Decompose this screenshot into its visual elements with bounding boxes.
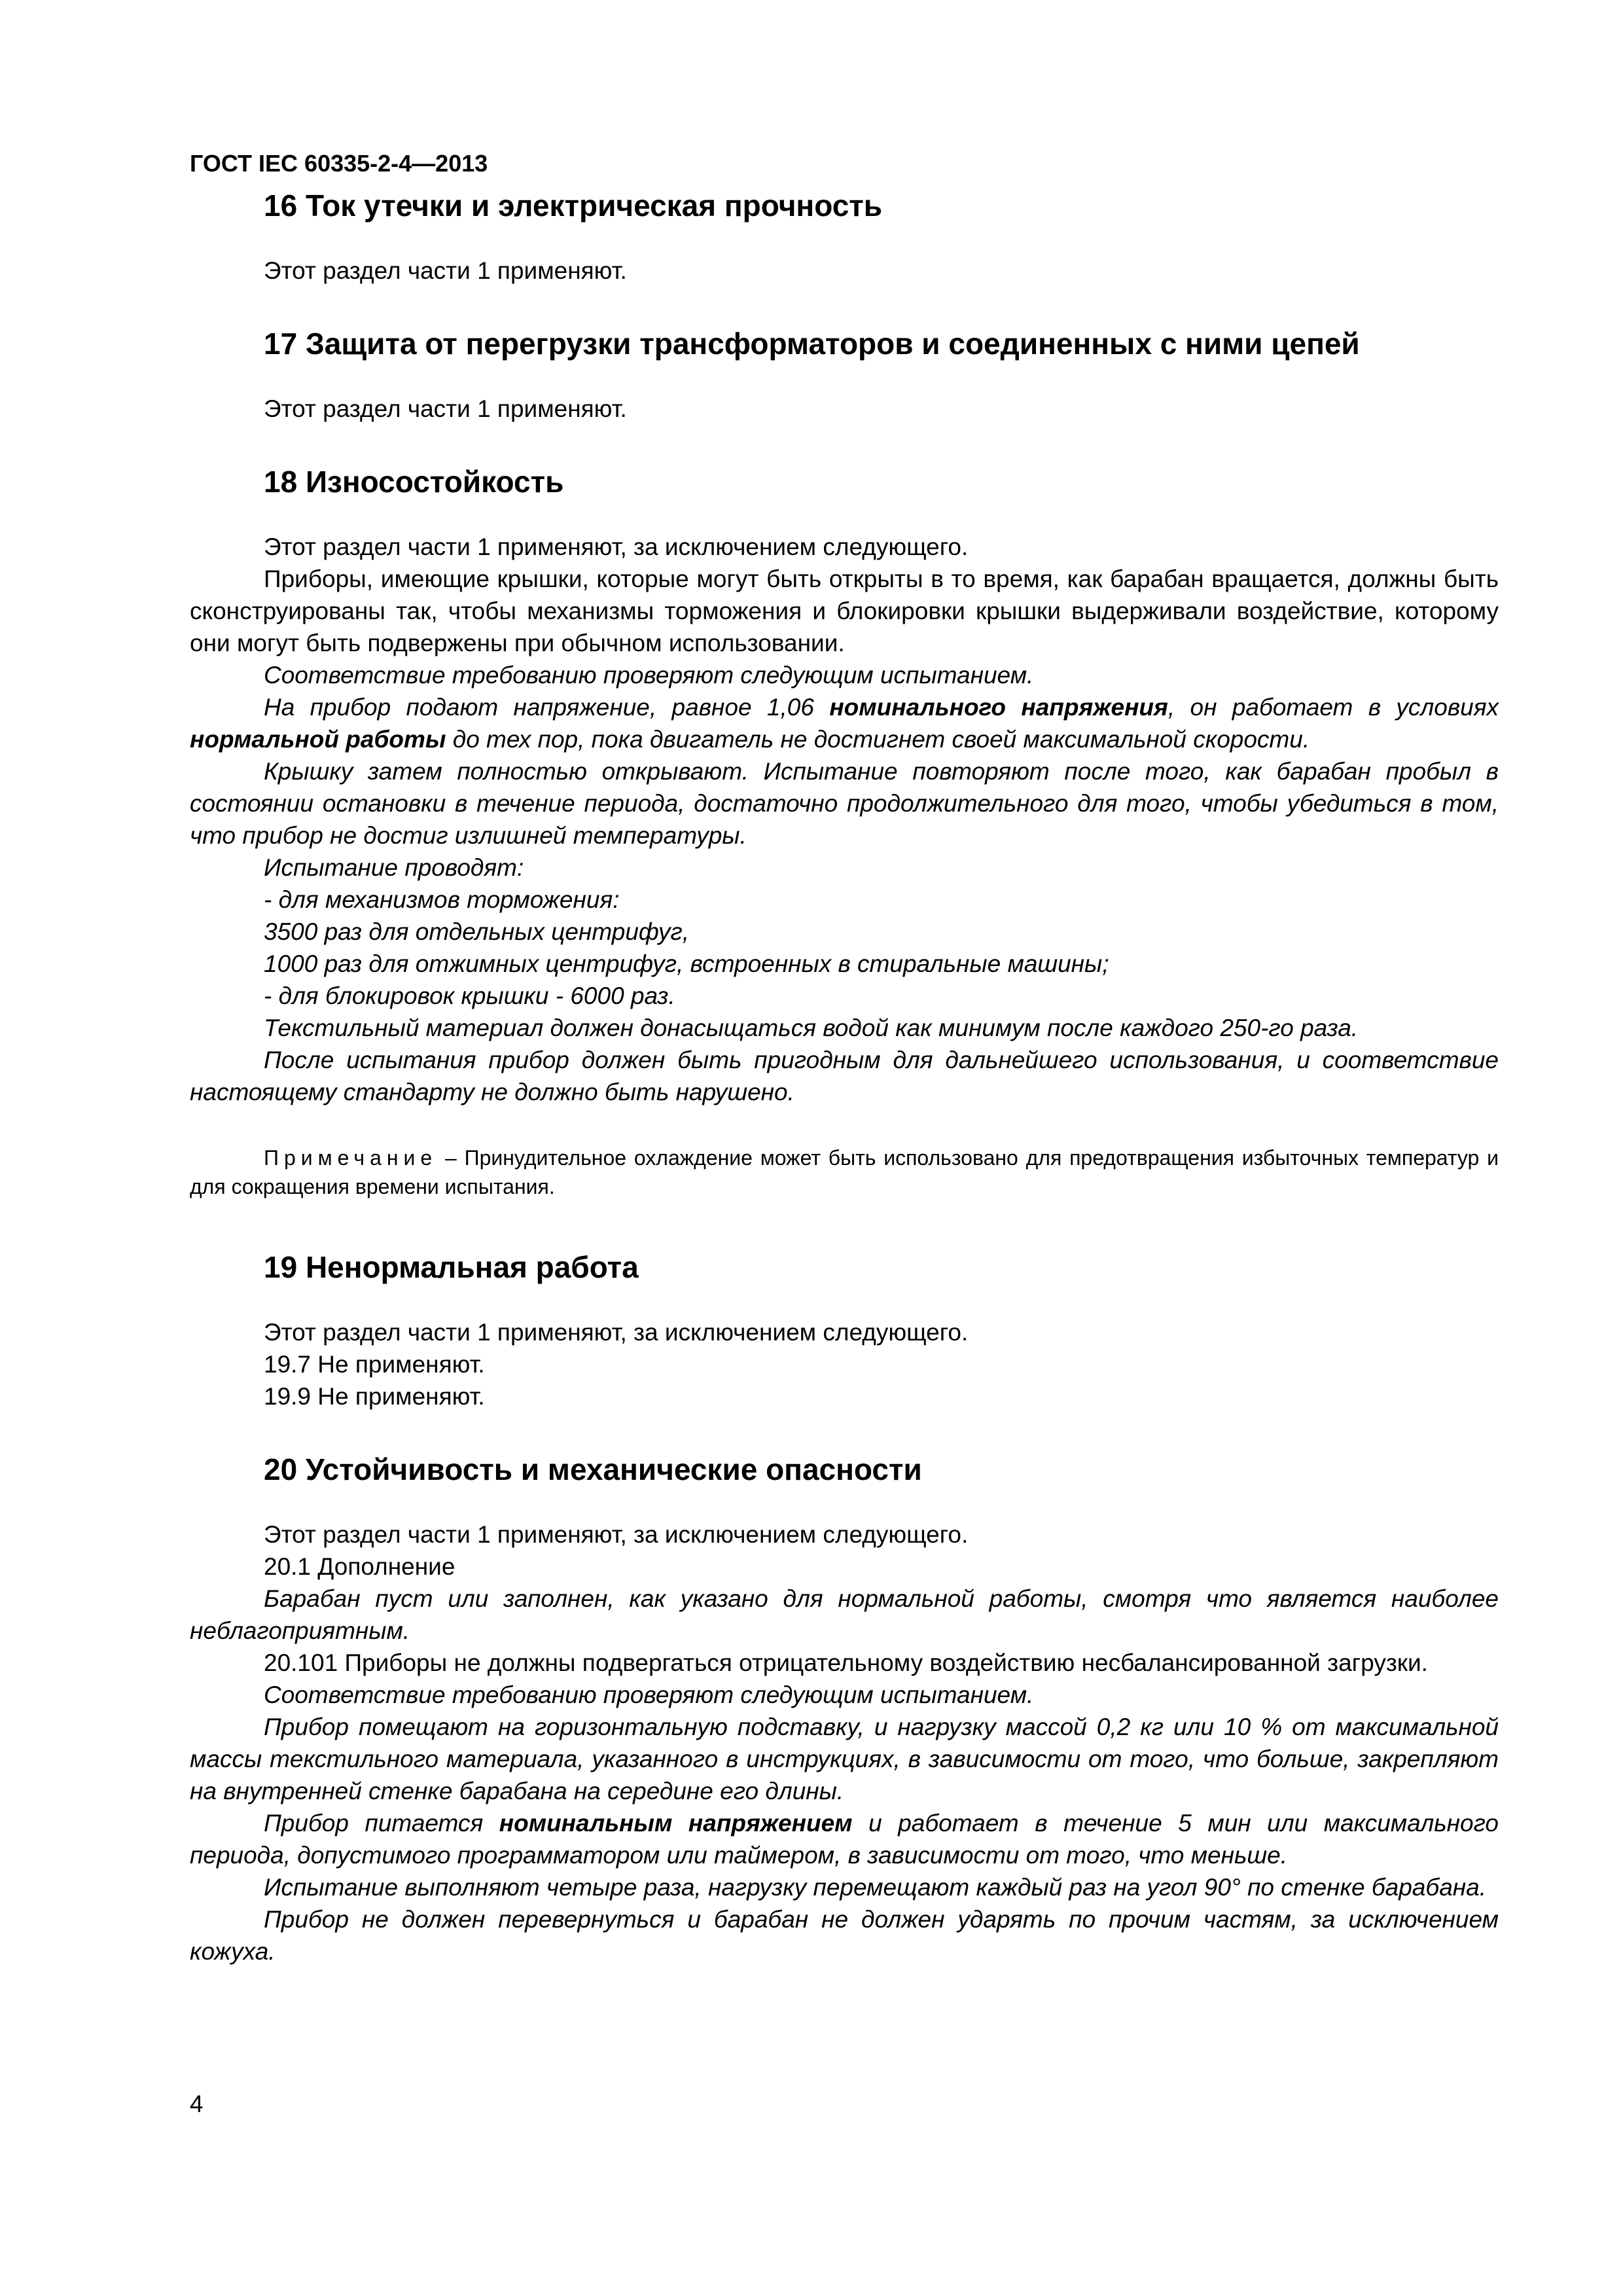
section-19-paragraph-1: Этот раздел части 1 применяют, за исключением следующего. xyxy=(264,1319,969,1346)
document-header: ГОСТ IEC 60335-2-4—2013 xyxy=(190,150,488,177)
section-17-paragraph: Этот раздел части 1 применяют. xyxy=(264,395,627,422)
section-18-paragraph-1: Этот раздел части 1 применяют, за исключением следующего. xyxy=(264,533,969,560)
section-20-supply-paragraph: Прибор питается номинальным напряжением и работает в течение 5 мин или максимального периода, допустимого программатором или таймером, в зависимости от того, что меньше. xyxy=(190,1810,1499,1869)
section-18-lid-paragraph: Крышку затем полностью открывают. Испытание повторяют после того, как барабан пробыл в состоянии остановки в течение периода, достаточно продолжительного для того, чтобы убедиться в том, что прибор не достиг излишней температуры. xyxy=(190,758,1499,849)
section-17-title: 17 Защита от перегрузки трансформаторов и соединенных с ними цепей xyxy=(264,327,1360,361)
section-18-list-item: 1000 раз для отжимных центрифуг, встроенных в стиральные машины; xyxy=(264,950,1109,977)
section-20-drum-paragraph: Барабан пуст или заполнен, как указано для нормальной работы, смотря что является наиболее неблагоприятным. xyxy=(190,1585,1499,1644)
defined-term-rated-voltage: номинальным напряжением xyxy=(499,1810,853,1837)
section-18-test-conducted: Испытание проводят: xyxy=(264,854,524,881)
note-label: Примечание xyxy=(264,1146,438,1170)
section-20-101-paragraph: 20.101 Приборы не должны подвергаться отрицательному воздействию несбалансированной загрузки. xyxy=(264,1649,1428,1676)
section-16-title: 16 Ток утечки и электрическая прочность xyxy=(264,188,883,223)
section-19-paragraph-3: 19.9 Не применяют. xyxy=(264,1383,485,1410)
section-18-title: 18 Износостойкость xyxy=(264,465,564,499)
section-18-list-item: 3500 раз для отдельных центрифуг, xyxy=(264,918,690,945)
section-18-after-test-paragraph: После испытания прибор должен быть пригодным для дальнейшего использования, и соответствие настоящему стандарту не должно быть нарушено. xyxy=(190,1047,1499,1105)
section-18-list-item: - для механизмов торможения: xyxy=(264,886,620,913)
section-20-title: 20 Устойчивость и механические опасности xyxy=(264,1452,922,1486)
defined-term-normal-operation: нормальной работы xyxy=(190,726,446,753)
section-20-compliance-statement: Соответствие требованию проверяют следующим испытанием. xyxy=(264,1681,1034,1708)
section-16-paragraph: Этот раздел части 1 применяют. xyxy=(264,257,627,284)
section-20-paragraph-1: Этот раздел части 1 применяют, за исключением следующего. xyxy=(264,1521,969,1548)
section-20-result-paragraph: Прибор не должен перевернуться и барабан не должен ударять по прочим частям, за исключением кожуха. xyxy=(190,1906,1499,1965)
page-number: 4 xyxy=(190,2090,204,2117)
section-18-note: Примечание – Принудительное охлаждение может быть использовано для предотвращения избыточных температур и для сокращения времени испытания. xyxy=(190,1146,1499,1198)
section-20-load-paragraph: Прибор помещают на горизонтальную подставку, и нагрузку массой 0,2 кг или 10 % от максимальной массы текстильного материала, указанного в инструкциях, в зависимости от того, что больше, закрепляют на внутренней стенке барабана на середине его длины. xyxy=(190,1713,1499,1804)
section-18-list-item: - для блокировок крышки - 6000 раз. xyxy=(264,982,675,1009)
section-18-paragraph-2: Приборы, имеющие крышки, которые могут быть открыты в то время, как барабан вращается, должны быть сконструированы так, чтобы механизмы торможения и блокировки крышки выдерживали воздействие, которому они могут быть подвержены при обычном использовании. xyxy=(190,565,1499,656)
section-20-paragraph-2: 20.1 Дополнение xyxy=(264,1553,455,1580)
section-19-paragraph-2: 19.7 Не применяют. xyxy=(264,1351,485,1378)
section-19-title: 19 Ненормальная работа xyxy=(264,1250,639,1284)
defined-term-rated-voltage: номинального напряжения xyxy=(829,694,1168,721)
section-20-repeat-paragraph: Испытание выполняют четыре раза, нагрузку перемещают каждый раз на угол 90° по стенке барабана. xyxy=(264,1874,1486,1901)
section-18-compliance-statement: Соответствие требованию проверяют следующим испытанием. xyxy=(264,662,1034,689)
document-page xyxy=(190,147,1499,1967)
section-18-test-voltage-paragraph: На прибор подают напряжение, равное 1,06 номинального напряжения, он работает в условиях нормальной работы до тех пор, пока двигатель не достигнет своей максимальной скорости. xyxy=(190,694,1499,753)
section-18-textile-paragraph: Текстильный материал должен донасыщаться водой как минимум после каждого 250-го раза. xyxy=(264,1014,1359,1041)
